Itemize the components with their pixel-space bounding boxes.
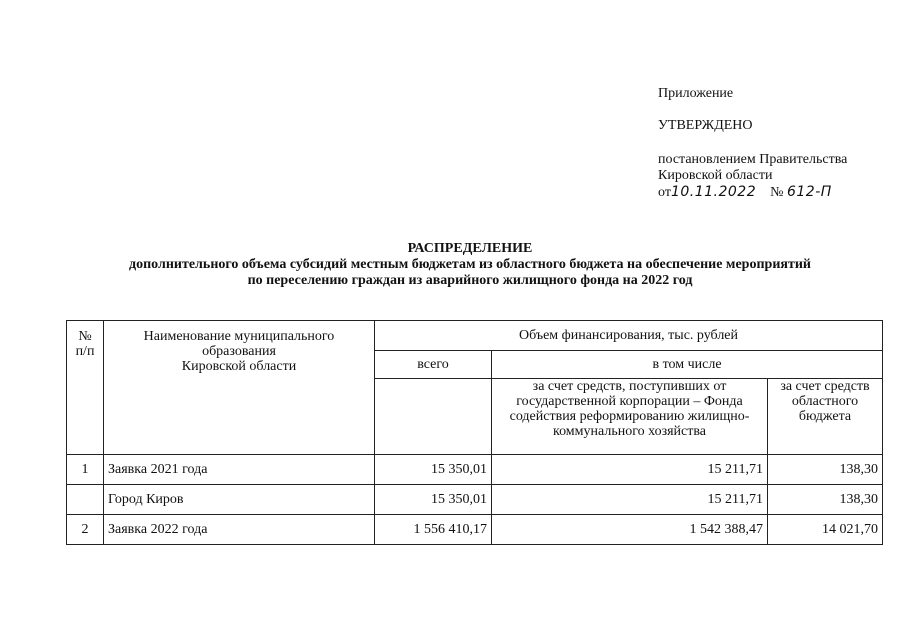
header-regional-line-3: бюджета <box>798 409 852 424</box>
decree-line-2: Кировской области <box>658 168 773 183</box>
decree-line-1: постановлением Правительства <box>658 152 848 167</box>
header-total: всего <box>375 351 492 379</box>
header-fund-line-2: государственной корпорации – Фонда <box>516 394 743 409</box>
row-fund: 1 542 388,47 <box>492 515 768 545</box>
approved-label: УТВЕРЖДЕНО <box>658 118 753 133</box>
header-fund-line-4: коммунального хозяйства <box>552 424 707 439</box>
decree-date-number <box>658 184 847 201</box>
title-heading: РАСПРЕДЕЛЕНИЕ <box>407 241 533 256</box>
header-fund <box>492 379 768 455</box>
header-number-line-2: п/п <box>75 344 95 359</box>
header-number <box>67 321 104 455</box>
handwritten-date: 10.11.2022 <box>670 184 757 200</box>
row-number: 1 <box>67 455 104 485</box>
distribution-table <box>66 320 883 545</box>
document-title <box>60 241 880 289</box>
from-prefix: от <box>658 185 671 200</box>
header-number-line-1: № <box>78 329 92 344</box>
row-number: 2 <box>67 515 104 545</box>
header-regional-line-1: за счет средств <box>780 379 870 394</box>
row-name: Город Киров <box>104 485 375 515</box>
table-row <box>67 515 883 545</box>
row-total: 1 556 410,17 <box>375 515 492 545</box>
row-number <box>67 485 104 515</box>
handwritten-number: 612-П <box>786 184 832 200</box>
row-regional: 138,30 <box>768 455 883 485</box>
row-name: Заявка 2022 года <box>104 515 375 545</box>
row-total: 15 350,01 <box>375 485 492 515</box>
table-header-row-1 <box>67 321 883 351</box>
header-name-line-1: Наименование муниципального <box>143 329 335 344</box>
header-name-line-3: Кировской области <box>181 359 297 374</box>
row-name: Заявка 2021 года <box>104 455 375 485</box>
header-funding: Объем финансирования, тыс. рублей <box>375 321 883 351</box>
header-regional <box>768 379 883 455</box>
approval-block <box>658 86 847 201</box>
header-fund-line-3: содействия реформированию жилищно- <box>509 409 750 424</box>
row-total: 15 350,01 <box>375 455 492 485</box>
header-name-line-2: образования <box>202 344 276 359</box>
header-total-empty <box>375 379 492 455</box>
number-prefix: № <box>770 185 784 200</box>
row-regional: 14 021,70 <box>768 515 883 545</box>
appendix-label: Приложение <box>658 86 734 101</box>
table-row <box>67 455 883 485</box>
row-regional: 138,30 <box>768 485 883 515</box>
table-row <box>67 485 883 515</box>
row-fund: 15 211,71 <box>492 485 768 515</box>
header-including: в том числе <box>492 351 883 379</box>
header-fund-line-1: за счет средств, поступивших от <box>532 379 727 394</box>
title-line-2: по переселению граждан из аварийного жилищного фонда на 2022 год <box>247 273 693 288</box>
header-municipality <box>104 321 375 455</box>
row-fund: 15 211,71 <box>492 455 768 485</box>
header-regional-line-2: областного <box>791 394 859 409</box>
title-line-1: дополнительного объема субсидий местным бюджетам из областного бюджета на обеспечение мероприятий <box>129 257 811 272</box>
